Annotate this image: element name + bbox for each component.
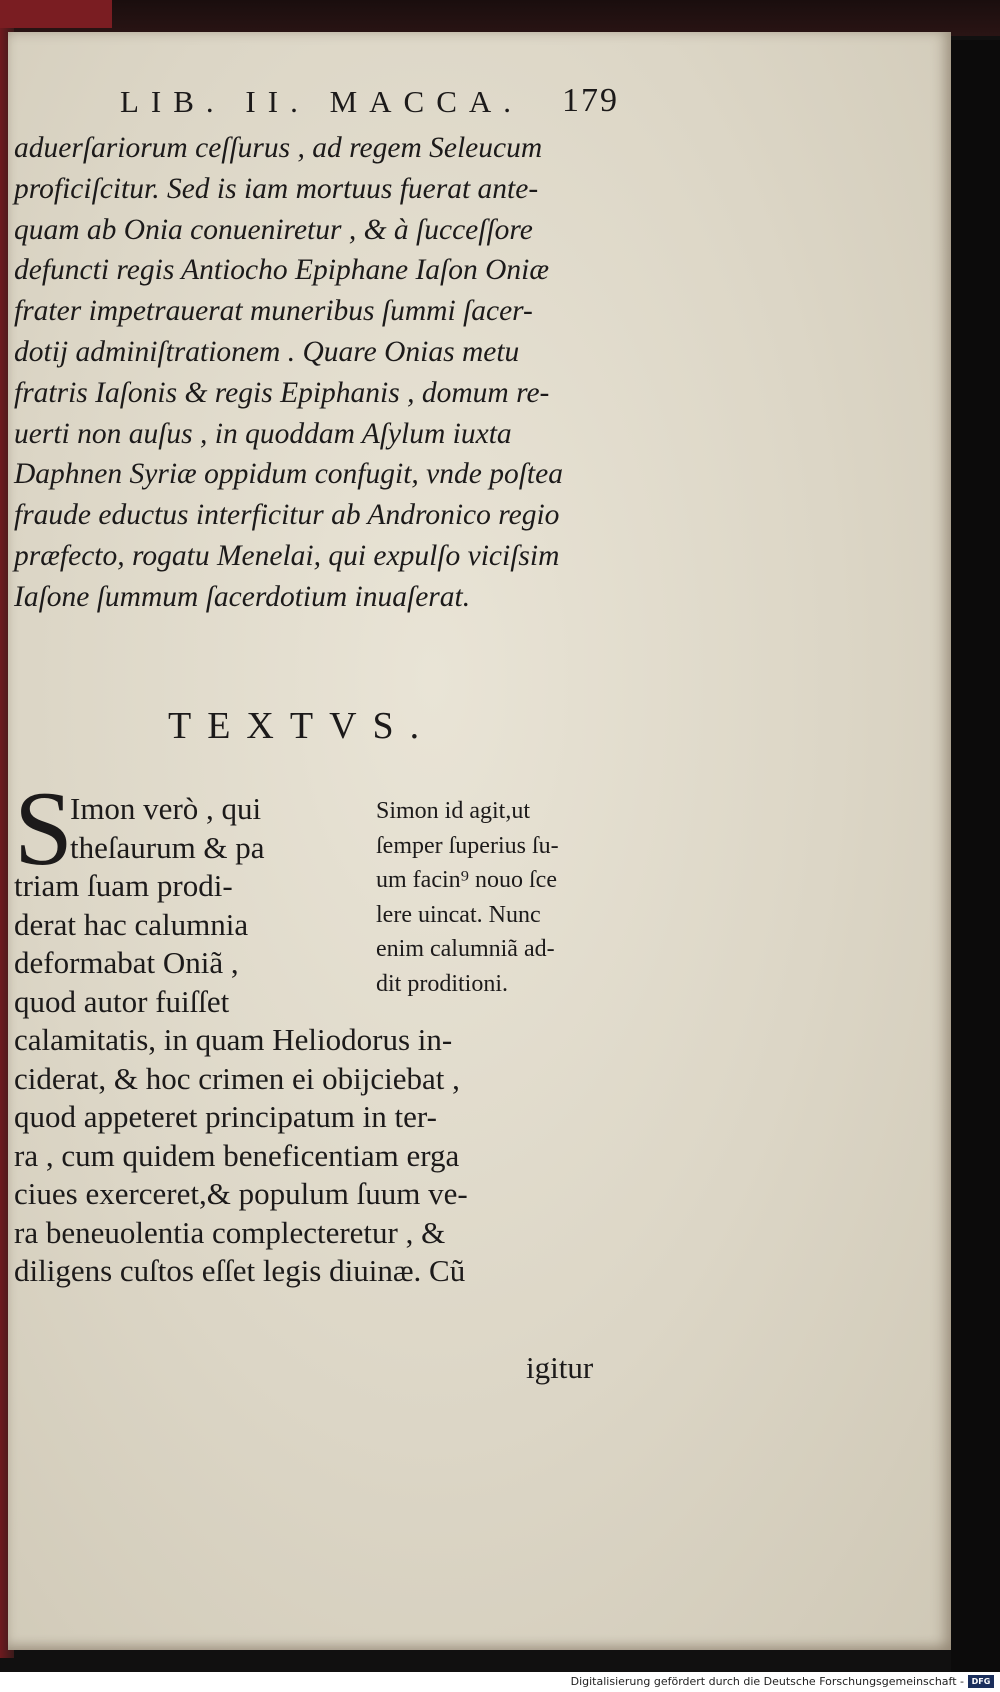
commentary-line: uerti non auſus , in quoddam Aſylum iuxta <box>14 417 512 450</box>
text-line: derat hac calumnia <box>14 906 249 942</box>
commentary-paragraph <box>14 128 654 618</box>
commentary-line: quam ab Onia conueniretur , & à ſucceſſore <box>14 213 533 246</box>
dfg-logo: DFG <box>968 1675 994 1688</box>
funding-credit: Digitalisierung gefördert durch die Deutsche Forschungsgemeinschaft - <box>570 1675 964 1688</box>
marginal-note-line: enim calumniã ad- <box>376 936 555 962</box>
section-heading: TEXTVS. <box>168 705 436 747</box>
text-line: ciues exerceret,& populum ſuum ve- <box>14 1176 468 1211</box>
scan-background <box>951 40 1000 1672</box>
text-line: ciderat, & hoc crimen ei obijciebat , <box>14 1060 460 1096</box>
marginal-note-line: ſemper ſuperius ſu- <box>376 832 559 859</box>
drop-cap: S <box>14 770 73 887</box>
page-number: 179 <box>562 82 619 119</box>
text-line: ra beneuolentia complecteretur , & <box>14 1214 446 1250</box>
marginal-note-line: um facin⁹ nouo ſce <box>376 867 557 893</box>
text-line: quod autor fuiſſet <box>14 983 230 1019</box>
text-line: ra , cum quidem beneficentiam erga <box>14 1137 460 1173</box>
text-line: deformabat Oniã , <box>14 945 239 980</box>
text-line: diligens cuſtos eſſet legis diuinæ. Cũ <box>14 1253 466 1288</box>
commentary-line: dotij adminiſtrationem . Quare Onias metu <box>14 335 520 368</box>
marginal-note-line: lere uincat. Nunc <box>376 901 541 928</box>
commentary-line: proficiſcitur. Sed is iam mortuus fuerat ante- <box>14 172 539 205</box>
text-line: theſaurum & pa <box>70 829 265 865</box>
text-line: quod appeteret principatum in ter- <box>14 1099 437 1134</box>
commentary-line: frater impetrauerat muneribus ſummi ſacer- <box>14 295 533 328</box>
binding-red-edge <box>0 0 112 28</box>
digitization-footer <box>0 1672 1000 1692</box>
marginal-note <box>376 794 559 1001</box>
commentary-line: aduerſariorum ceſſurus , ad regem Seleucum <box>14 132 543 164</box>
commentary-line: Daphnen Syriæ oppidum confugit, vnde poſtea <box>14 458 563 491</box>
commentary-line: præfecto, rogatu Menelai, qui expulſo viciſsim <box>14 539 560 572</box>
commentary-line: fraude eductus interficitur ab Andronico regio <box>14 499 560 532</box>
marginal-note-line: dit proditioni. <box>376 970 508 997</box>
text-line: calamitatis, in quam Heliodorus in- <box>14 1022 453 1057</box>
commentary-line: fratris Iaſonis & regis Epiphanis , domum re- <box>14 376 550 409</box>
text-line: Imon verò , qui <box>70 791 262 826</box>
running-title: LIB. II. MACCA. <box>120 84 524 119</box>
marginal-note-line: Simon id agit,ut <box>376 798 531 824</box>
book-page <box>8 32 951 1650</box>
book-spine-edge <box>0 0 1000 36</box>
commentary-line: defuncti regis Antiocho Epiphane Iaſon Oniæ <box>14 254 550 287</box>
commentary-line: Iaſone ſummum ſacerdotium inuaſerat. <box>14 580 471 613</box>
text-line: triam ſuam prodi- <box>14 868 233 903</box>
catchword: igitur <box>526 1350 594 1385</box>
